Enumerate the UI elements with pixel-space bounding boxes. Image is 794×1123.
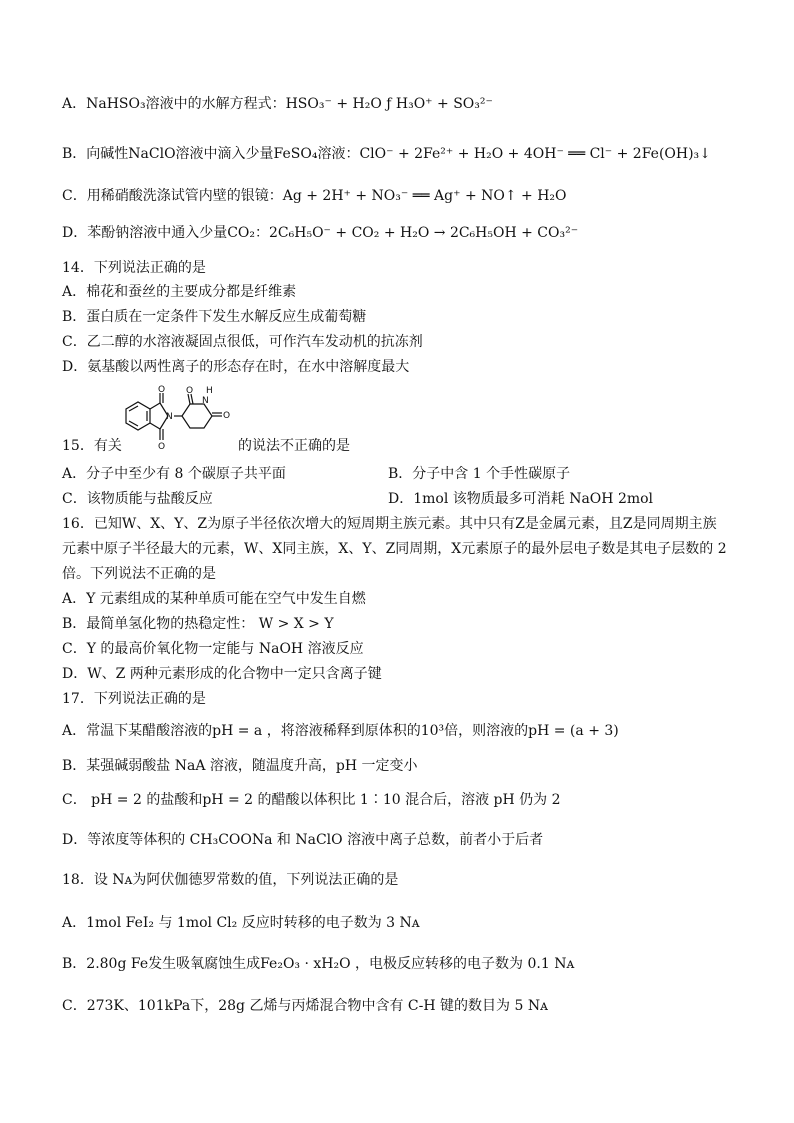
q16-option-a: A．Y 元素组成的某种单质可能在空气中发生自燃 [62, 591, 366, 607]
q13-option-d: D．苯酚钠溶液中通入少量CO₂：2C₆H₅O⁻ + CO₂ + H₂O → 2C₆H₅OH + CO₃²⁻ [62, 225, 579, 241]
bond [150, 403, 160, 409]
q16-stem-line2: 元素中原子半径最大的元素，W、X同主族，X、Y、Z同周期，X元素原子的最外层电子数是其电子层数的 2 [62, 541, 727, 557]
q14-option-c: C．乙二醇的水溶液凝固点很低，可作汽车发动机的抗冻剂 [62, 334, 423, 350]
q13-option-a: A．NaHSO₃溶液中的水解方程式：HSO₃⁻ + H₂O ƒ H₃O⁺ + SO₃²⁻ [62, 96, 493, 112]
q14-option-b: B．蛋白质在一定条件下发生水解反应生成葡萄糖 [62, 309, 367, 325]
q15-option-a: A．分子中至少有 8 个碳原子共平面 [62, 466, 286, 482]
q16-option-b: B．最简单氢化物的热稳定性： W > X > Y [62, 616, 334, 632]
q17-option-c: C． pH = 2 的盐酸和pH = 2 的醋酸以体积比 1∶10 混合后，溶液 pH 仍为 2 [62, 792, 561, 808]
q15-option-b: B．分子中含 1 个手性碳原子 [388, 466, 571, 482]
q17-option-d: D．等浓度等体积的 CH₃COONa 和 NaClO 溶液中离子总数，前者小于后者 [62, 832, 544, 848]
atom-o2: O [158, 442, 166, 452]
q16-stem-line3: 倍。下列说法不正确的是 [62, 566, 216, 582]
atom-o4: O [223, 411, 231, 421]
atom-h: H [206, 386, 213, 396]
q18-option-a: A．1mol FeI₂ 与 1mol Cl₂ 反应时转移的电子数为 3 Nᴀ [62, 915, 420, 931]
bond [150, 423, 160, 429]
q16-stem-line1: 16．已知W、X、Y、Z为原子半径依次增大的短周期主族元素。其中只有Z是金属元素，且Z是同周期主族 [62, 516, 717, 532]
q14-option-a: A．棉花和蚕丝的主要成分都是纤维素 [62, 284, 297, 300]
q17-option-a: A．常温下某醋酸溶液的pH = a ，将溶液稀释到原体积的10³倍，则溶液的pH = (a + 3) [62, 723, 619, 739]
q17-option-b: B．某强碱弱酸盐 NaA 溶液，随温度升高，pH 一定变小 [62, 758, 418, 774]
q17-stem: 17．下列说法正确的是 [62, 691, 206, 707]
q15-stem-suffix: 的说法不正确的是 [238, 438, 350, 454]
atom-o1: O [158, 385, 166, 395]
atom-n1: N [166, 412, 173, 422]
q18-option-b: B．2.80g Fe发生吸氧腐蚀生成Fe₂O₃ · xH₂O ，电极反应转移的电子数为 0.1 Nᴀ [62, 956, 575, 972]
q18-stem: 18．设 Nᴀ为阿伏伽德罗常数的值，下列说法正确的是 [62, 872, 399, 888]
q14-stem: 14．下列说法正确的是 [62, 260, 206, 276]
atom-n2: N [202, 396, 209, 406]
q13-option-b: B．向碱性NaClO溶液中滴入少量FeSO₄溶液：ClO⁻ + 2Fe²⁺ + H₂O + 4OH⁻ ══ Cl⁻ + 2Fe(OH)₃↓ [62, 146, 711, 162]
q13-option-c: C．用稀硝酸洗涤试管内壁的银镜：Ag + 2H⁺ + NO₃⁻ ══ Ag⁺ + NO↑ + H₂O [62, 188, 567, 204]
q15-option-c: C．该物质能与盐酸反应 [62, 491, 213, 507]
q14-option-d: D．氨基酸以两性离子的形态存在时，在水中溶解度最大 [62, 359, 410, 375]
molecule-structure [118, 385, 242, 455]
q15-stem-prefix: 15．有关 [62, 438, 122, 454]
q18-option-c: C．273K、101kPa下，28g 乙烯与丙烯混合物中含有 C-H 键的数目为 5 Nᴀ [62, 998, 548, 1014]
q16-option-c: C．Y 的最高价氧化物一定能与 NaOH 溶液反应 [62, 641, 364, 657]
piperidine-ring [182, 404, 212, 428]
q16-option-d: D．W、Z 两种元素形成的化合物中一定只含离子键 [62, 666, 382, 682]
q15-option-d: D．1mol 该物质最多可消耗 NaOH 2mol [388, 491, 654, 507]
atom-o3: O [186, 386, 194, 396]
